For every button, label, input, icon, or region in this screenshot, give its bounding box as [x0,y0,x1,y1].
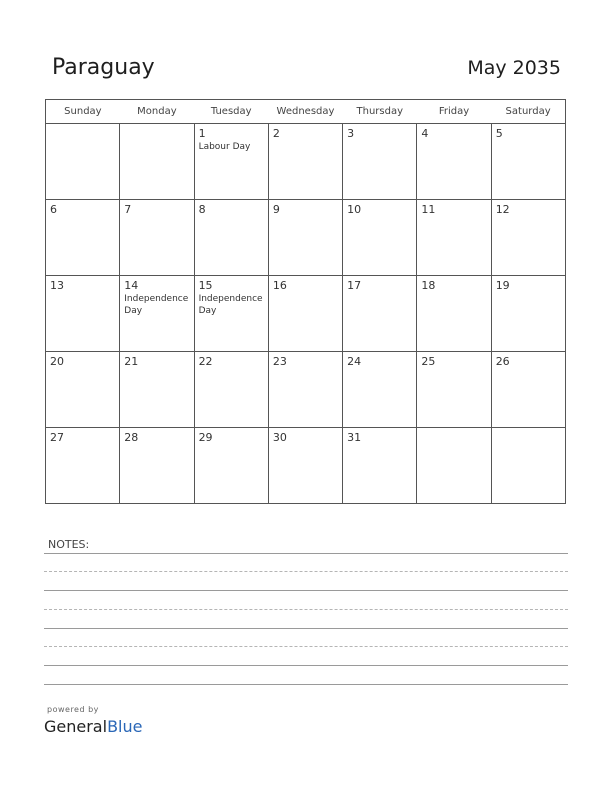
day-number: 10 [347,203,362,216]
week-row [46,200,566,276]
day-cell [46,276,120,352]
week-row [46,276,566,352]
day-cell [194,200,268,276]
day-cell [491,200,565,276]
day-number: 27 [50,431,64,444]
day-cell [46,428,120,504]
day-number: 17 [347,279,362,292]
day-cell [491,276,565,352]
week-row [46,428,566,504]
weekday-header-row [46,100,566,124]
day-number: 22 [198,355,213,368]
day-cell [417,124,491,200]
brand-general: General [44,717,108,736]
day-cell [343,276,417,352]
day-number: 18 [421,279,436,292]
day-cell [343,428,417,504]
day-cell [417,276,491,352]
day-cell [417,200,491,276]
day-cell [120,428,194,504]
week-row [46,352,566,428]
day-cell [491,352,565,428]
weekday-thursday: Thursday [343,100,417,124]
day-number: 2 [272,127,280,140]
brand-blue: Blue [107,717,143,736]
day-number: 26 [495,355,510,368]
day-number: 28 [124,431,139,444]
weekday-saturday: Saturday [491,100,565,124]
calendar-grid [45,99,566,504]
day-number: 29 [198,431,213,444]
day-cell [343,352,417,428]
notes-line [44,590,568,591]
weekday-tuesday: Tuesday [194,100,268,124]
notes-line [44,609,568,610]
day-cell [120,276,194,352]
holiday-label: Labour Day [198,142,251,152]
day-cell [268,276,342,352]
day-number: 7 [124,203,132,216]
day-number: 12 [495,203,510,216]
day-cell [194,428,268,504]
day-number: 31 [347,431,362,444]
weekday-friday: Friday [417,100,491,124]
notes-line [44,628,568,629]
weekday-wednesday: Wednesday [268,100,342,124]
day-number: 25 [421,355,436,368]
day-cell [491,428,565,504]
day-number: 6 [50,203,57,216]
day-number: 11 [421,203,436,216]
day-cell [46,200,120,276]
day-number: 19 [495,279,510,292]
weekday-monday: Monday [120,100,194,124]
day-cell [491,124,565,200]
day-cell [120,352,194,428]
day-cell [417,428,491,504]
powered-by-text: powered by [47,705,99,714]
day-cell [120,124,194,200]
day-cell [194,276,268,352]
notes-line [44,553,568,554]
day-number: 21 [124,355,139,368]
generalblue-logo[interactable] [44,717,142,736]
day-cell [194,352,268,428]
day-number: 23 [272,355,287,368]
notes-line [44,646,568,647]
day-number: 4 [421,127,429,140]
day-cell [194,124,268,200]
month-year-title: May 2035 [467,57,561,79]
day-cell [268,200,342,276]
day-cell [268,352,342,428]
day-number: 5 [495,127,503,140]
day-number: 16 [272,279,287,292]
day-cell [343,124,417,200]
day-number: 15 [198,279,213,292]
country-title: Paraguay [52,55,155,80]
day-cell [46,124,120,200]
day-number: 24 [347,355,362,368]
notes-line [44,684,568,685]
notes-line [44,665,568,666]
day-number: 8 [198,203,206,216]
day-number: 14 [124,279,139,292]
day-number: 30 [272,431,287,444]
day-cell [268,428,342,504]
notes-line [44,571,568,572]
day-cell [417,352,491,428]
day-number: 1 [198,127,206,140]
day-cell [120,200,194,276]
week-row [46,124,566,200]
day-number: 9 [272,203,280,216]
day-cell [46,352,120,428]
day-cell [268,124,342,200]
day-number: 20 [50,355,64,368]
holiday-label: Independence Day [124,294,189,316]
day-number: 3 [347,127,355,140]
day-cell [343,200,417,276]
holiday-label: Independence Day [198,294,263,316]
weekday-sunday: Sunday [46,100,120,124]
notes-label: NOTES: [48,538,90,551]
day-number: 13 [50,279,64,292]
